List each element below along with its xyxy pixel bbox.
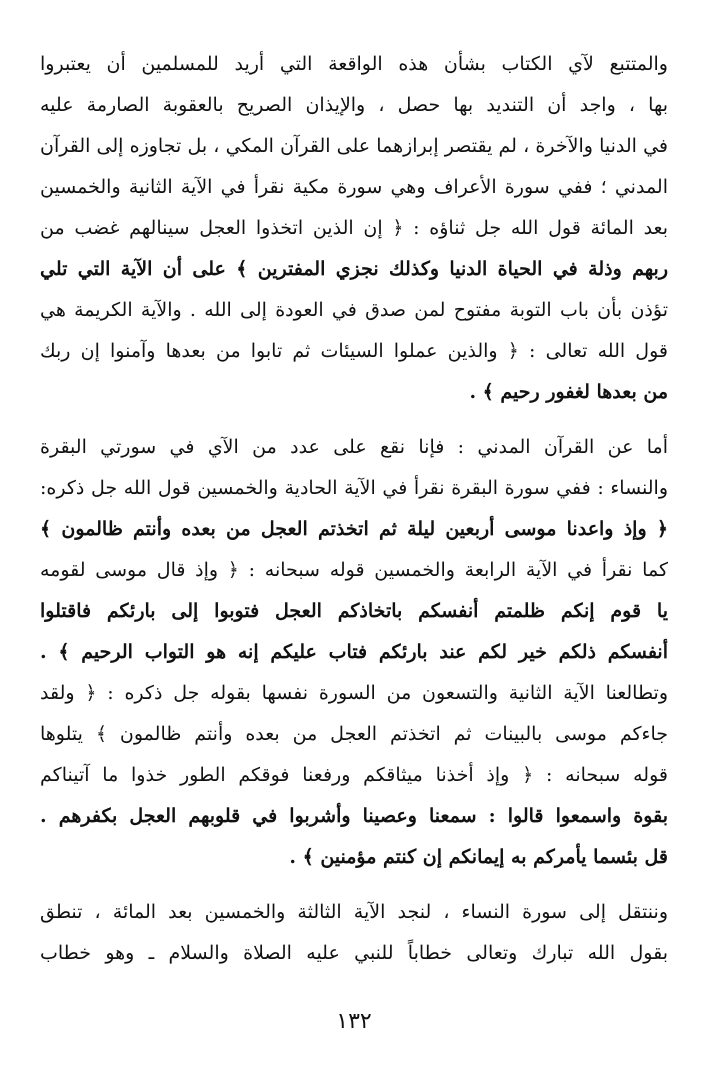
text-line: بقول الله تبارك وتعالى خطاباً للنبي عليه الصلاة والسلام ـ وهو خطاب	[40, 942, 668, 964]
text-line: تؤذن بأن باب التوبة مفتوح لمن صدق في العودة إلى الله . والآية الكريمة هي	[40, 299, 668, 321]
quran-verse-line: أنفسكم ذلكم خير لكم عند بارئكم فتاب عليكم إنه هو التواب الرحيم ﴾ .	[40, 641, 668, 663]
text-line: في الدنيا والآخرة ، لم يقتصر إبرازهما على القرآن المكي ، بل تجاوزه إلى القرآن	[40, 135, 668, 157]
paragraph-3	[40, 892, 668, 974]
text-line: المدني ؛ ففي سورة الأعراف وهي سورة مكية نقرأ في الآية الثانية والخمسين	[40, 176, 668, 198]
text-line: وتطالعنا الآية الثانية والتسعون من السورة نفسها بقوله جل ذكره : ﴿ ولقد	[40, 682, 668, 704]
text-line: بها ، واجد أن التنديد بها حصل ، والإيذان الصريح بالعقوبة الصارمة عليه	[40, 94, 668, 116]
quran-verse-line: يا قوم إنكم ظلمتم أنفسكم باتخاذكم العجل فتوبوا إلى بارئكم فاقتلوا	[40, 600, 668, 622]
paragraph-2	[40, 427, 668, 878]
quran-verse-line: ﴿ وإذ واعدنا موسى أربعين ليلة ثم اتخذتم العجل من بعده وأنتم ظالمون ﴾	[40, 518, 668, 540]
text-line: كما نقرأ في الآية الرابعة والخمسين قوله سبحانه : ﴿ وإذ قال موسى لقومه	[40, 559, 668, 581]
page-number: ١٣٢	[336, 1009, 372, 1034]
quran-verse-line: بقوة واسمعوا قالوا : سمعنا وعصينا وأشربوا في قلوبهم العجل بكفرهم .	[40, 805, 668, 827]
text-line: وننتقل إلى سورة النساء ، لنجد الآية الثالثة والخمسين بعد المائة ، تنطق	[40, 901, 668, 923]
paragraph-1	[40, 44, 668, 413]
text-line: والنساء : ففي سورة البقرة نقرأ في الآية الحادية والخمسين قول الله جل ذكره:	[40, 477, 668, 499]
quran-verse-line: ربهم وذلة في الحياة الدنيا وكذلك نجزي المفترين ﴾ على أن الآية التي تلي	[40, 258, 668, 280]
quran-verse-line: قل بئسما يأمركم به إيمانكم إن كنتم مؤمنين ﴾ .	[289, 846, 668, 868]
text-line: قول الله تعالى : ﴿ والذين عملوا السيئات ثم تابوا من بعدها وآمنوا إن ربك	[40, 340, 668, 362]
text-line: والمتتبع لآي الكتاب بشأن هذه الواقعة التي أريد للمسلمين أن يعتبروا	[40, 53, 668, 75]
text-line: قوله سبحانه : ﴿ وإذ أخذنا ميثاقكم ورفعنا فوقكم الطور خذوا ما آتيناكم	[40, 764, 668, 786]
quran-verse-line: من بعدها لغفور رحيم ﴾ .	[469, 381, 668, 403]
page-body	[40, 44, 668, 974]
text-line: بعد المائة قول الله جل ثناؤه : ﴿ إن الذين اتخذوا العجل سينالهم غضب من	[40, 217, 668, 239]
text-line: جاءكم موسى بالبينات ثم اتخذتم العجل من بعده وأنتم ظالمون ﴾ يتلوها	[40, 723, 668, 745]
text-line: أما عن القرآن المدني : فإنا نقع على عدد من الآي في سورتي البقرة	[40, 436, 668, 458]
